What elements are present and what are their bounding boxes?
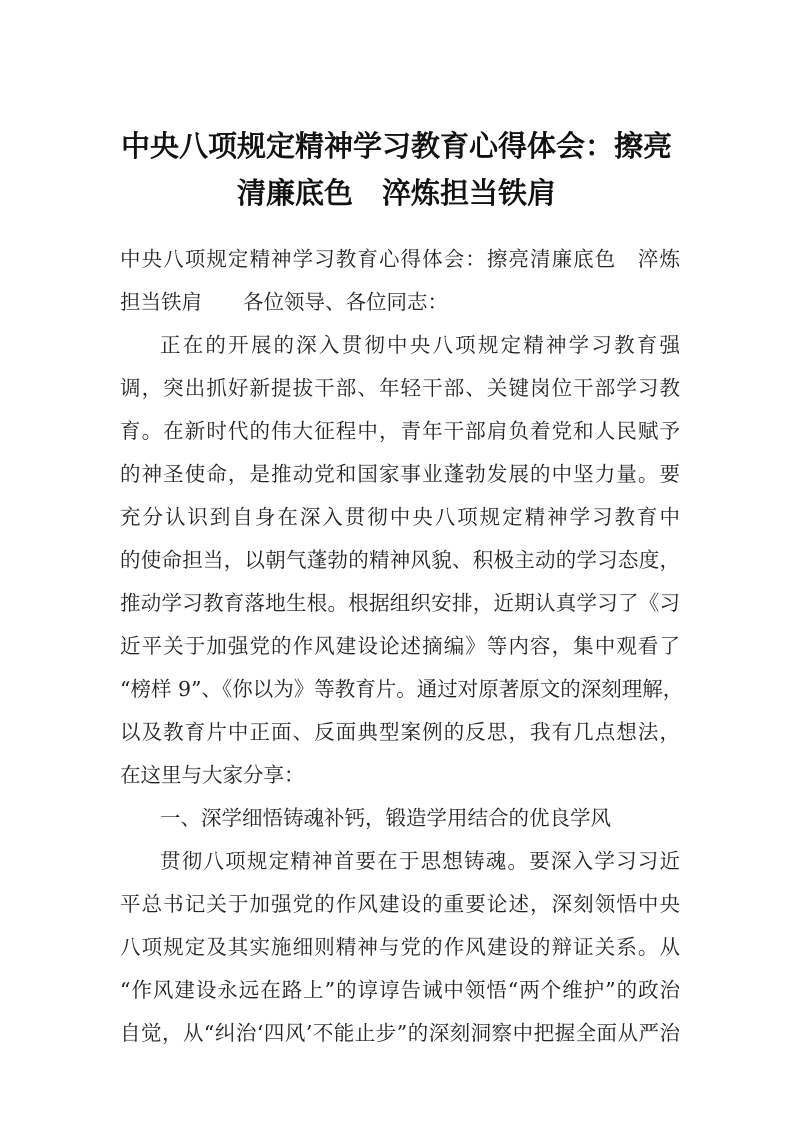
body-line-15: 贯彻八项规定精神首要在于思想铸魂。要深入学习习近 <box>160 849 680 873</box>
body-line-19: 自觉，从“纠治‘四风’不能止步”的深刻洞察中把握全面从严治 <box>120 1021 680 1045</box>
body-line-3: 正在的开展的深入贯彻中央八项规定精神学习教育强 <box>160 333 680 357</box>
body-line-8: 的使命担当，以朝气蓬勃的精神风貌、积极主动的学习态度， <box>120 548 680 572</box>
body-line-7: 充分认识到自身在深入贯彻中央八项规定精神学习教育中 <box>120 505 680 529</box>
body-line-12: 以及教育片中正面、反面典型案例的反思，我有几点想法， <box>120 720 680 744</box>
body-line-2: 担当铁肩 各位领导、各位同志： <box>120 290 448 314</box>
body-line-17: 八项规定及其实施细则精神与党的作风建设的辩证关系。从 <box>120 935 680 959</box>
document-title-line-2: 清廉底色 淬炼担当铁肩 <box>236 176 556 210</box>
body-line-13: 在这里与大家分享： <box>120 763 305 787</box>
section-heading-1: 一、深学细悟铸魂补钙，锻造学用结合的优良学风 <box>160 806 611 830</box>
body-line-1: 中央八项规定精神学习教育心得体会：擦亮清廉底色 淬炼 <box>120 247 680 271</box>
body-line-6: 的神圣使命，是推动党和国家事业蓬勃发展的中坚力量。要 <box>120 462 680 486</box>
body-line-11: “榜样 9”、《你以为》等教育片。通过对原著原文的深刻理解， <box>120 677 684 701</box>
body-line-10: 近平关于加强党的作风建设论述摘编》等内容，集中观看了 <box>120 634 680 658</box>
body-line-4: 调，突出抓好新提拔干部、年轻干部、关键岗位干部学习教 <box>120 376 680 400</box>
body-line-16: 平总书记关于加强党的作风建设的重要论述，深刻领悟中央 <box>120 892 680 916</box>
body-line-18: “作风建设永远在路上”的谆谆告诫中领悟“两个维护”的政治 <box>120 978 680 1002</box>
body-line-9: 推动学习教育落地生根。根据组织安排，近期认真学习了《习 <box>120 591 680 615</box>
document-title-line-1: 中央八项规定精神学习教育心得体会：擦亮 <box>120 129 672 163</box>
body-line-5: 育。在新时代的伟大征程中，青年干部肩负着党和人民赋予 <box>120 419 680 443</box>
